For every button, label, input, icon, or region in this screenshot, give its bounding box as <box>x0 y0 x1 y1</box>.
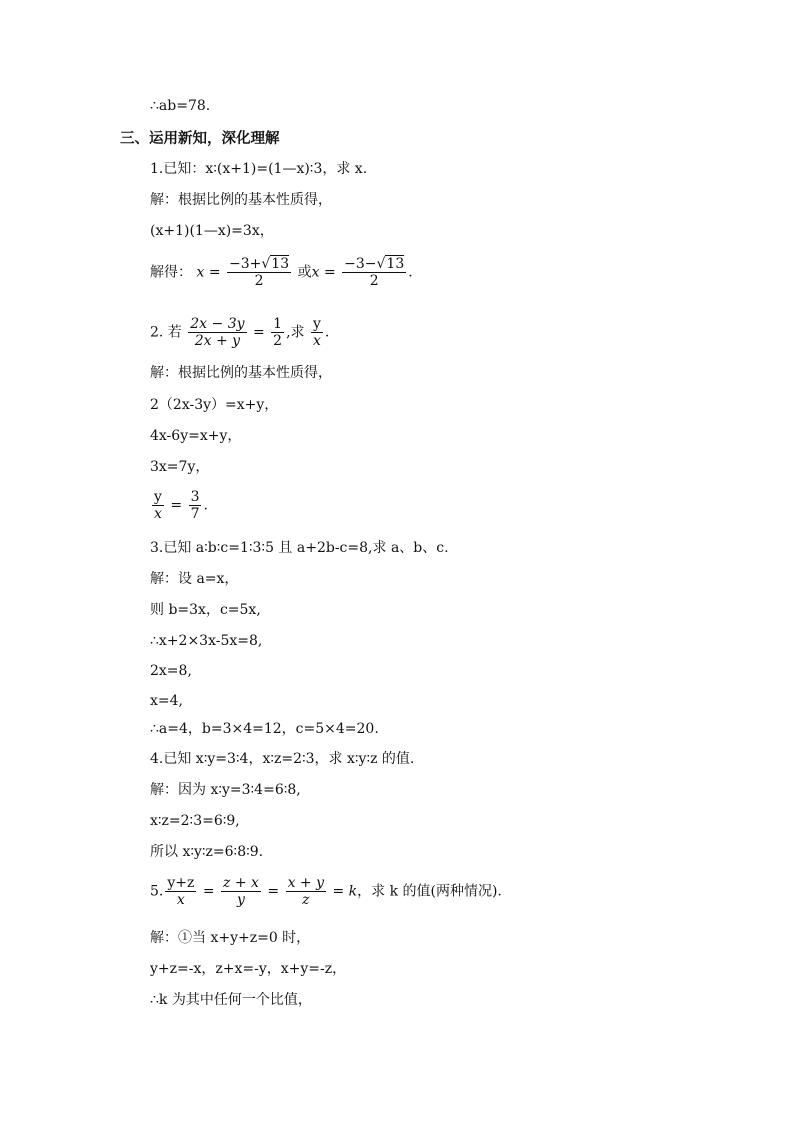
problem-2-step: 4x-6y=x+y， <box>150 428 242 444</box>
period: . <box>408 264 413 281</box>
radicand: 13 <box>386 256 405 272</box>
denominator: 2x + y <box>194 333 241 349</box>
problem-1-question: 1.已知：x∶(x+1)=(1—x)∶3，求 x. <box>150 161 368 177</box>
problem-4-step: 所以 x∶y∶z=6∶8∶9. <box>150 844 264 860</box>
problem-2-question: 2. 若 $\frac{2x - 3y}{2x + y}$ = $\frac{1}{2}$ ,求 $\frac{y}{x}$ . <box>150 316 330 349</box>
problem-3-step: 则 b=3x，c=5x, <box>150 602 261 618</box>
fraction-2: $\frac{-3-√13}{2}$ <box>344 256 405 289</box>
problem-4-step: x∶z=2∶3=6∶9, <box>150 813 240 829</box>
problem-2-step: 3x=7y， <box>150 459 210 475</box>
fraction-b <box>221 875 261 908</box>
problem-5-step: ∴k 为其中任何一个比值， <box>150 992 312 1008</box>
problem-1-result <box>150 256 413 289</box>
numerator: z + x <box>223 875 259 891</box>
problem-3-step: ∴x+2×3x-5x=8, <box>150 633 263 649</box>
numerator: 1 <box>273 316 283 332</box>
text-line: ∴ab=78. <box>150 98 211 114</box>
problem-3-step: 解：设 a=x， <box>150 571 239 587</box>
problem-3-question: 3.已知 a∶b∶c=1∶3∶5 且 a+2b-c=8,求 a、b、c. <box>150 540 449 556</box>
num-part: −3+ <box>229 256 262 272</box>
fraction-c <box>286 875 326 908</box>
denominator: 7 <box>190 506 200 522</box>
radicand: 13 <box>271 256 290 272</box>
fraction-main <box>188 316 246 349</box>
num-part: −3− <box>344 256 377 272</box>
problem-1-step: 解：根据比例的基本性质得， <box>150 192 332 208</box>
numerator: y <box>312 316 321 332</box>
result-label: 解得： <box>150 264 192 281</box>
numerator: x + y <box>287 875 324 891</box>
numerator: y <box>154 489 162 505</box>
fraction-a <box>165 875 196 908</box>
problem-5-step: 解：①当 x+y+z=0 时， <box>150 930 311 946</box>
problem-3-step: 2x=8, <box>150 663 192 679</box>
denominator: 2 <box>369 273 379 289</box>
problem-5-step: y+z=-x，z+x=-y，x+y=-z， <box>150 961 347 977</box>
equals: = <box>323 264 336 281</box>
problem-4-question: 4.已知 x∶y=3∶4，x∶z=2∶3，求 x∶y∶z 的值. <box>150 751 415 767</box>
var-x: x <box>311 264 320 281</box>
denominator: 2 <box>254 273 264 289</box>
problem-2-step: 解：根据比例的基本性质得， <box>150 365 332 381</box>
problem-3-step: x=4, <box>150 693 183 709</box>
problem-number: 2. 若 <box>150 324 182 341</box>
fraction-half <box>271 316 284 349</box>
var-x: x <box>196 264 205 281</box>
or-word: 或 <box>297 264 312 281</box>
numerator: y+z <box>167 875 195 891</box>
k-equals: = k <box>332 883 358 900</box>
fraction-3-over-7 <box>189 489 202 522</box>
problem-4-step: 解：因为 x∶y=3∶4=6∶8, <box>150 782 301 798</box>
problem-2-result: $\frac{y}{x}$ = $\frac{3}{7}$ . <box>154 489 208 522</box>
numerator: 2x − 3y <box>190 316 245 332</box>
denominator: x <box>154 506 162 522</box>
problem-number: 5. <box>150 883 164 900</box>
ask-text: ,求 <box>286 324 305 341</box>
question-suffix: ，求 k 的值(两种情况). <box>357 883 502 900</box>
numerator: 3 <box>190 489 200 505</box>
equals: = <box>208 264 221 281</box>
problem-2-step: 2（2x-3y）=x+y， <box>150 397 279 413</box>
denominator: z <box>302 892 310 908</box>
problem-3-step: ∴a=4，b=3×4=12，c=5×4=20. <box>150 721 379 737</box>
fraction-ask <box>311 316 323 349</box>
denominator: x <box>312 333 321 349</box>
fraction-y-over-x <box>152 489 164 522</box>
denominator: 2 <box>273 333 283 349</box>
problem-5-question: 5. $\frac{y+z}{x}$ = $\frac{z + x}{y}$ = $\frac{x + y}{z}$ = k，求 k 的值(两种情况). <box>150 875 502 908</box>
section-heading: 三、运用新知，深化理解 <box>120 131 280 147</box>
problem-1-step: (x+1)(1—x)=3x， <box>150 223 274 239</box>
fraction-1: $\frac{-3+√13}{2}$ <box>229 256 290 289</box>
denominator: x <box>176 892 185 908</box>
denominator: y <box>237 892 245 908</box>
